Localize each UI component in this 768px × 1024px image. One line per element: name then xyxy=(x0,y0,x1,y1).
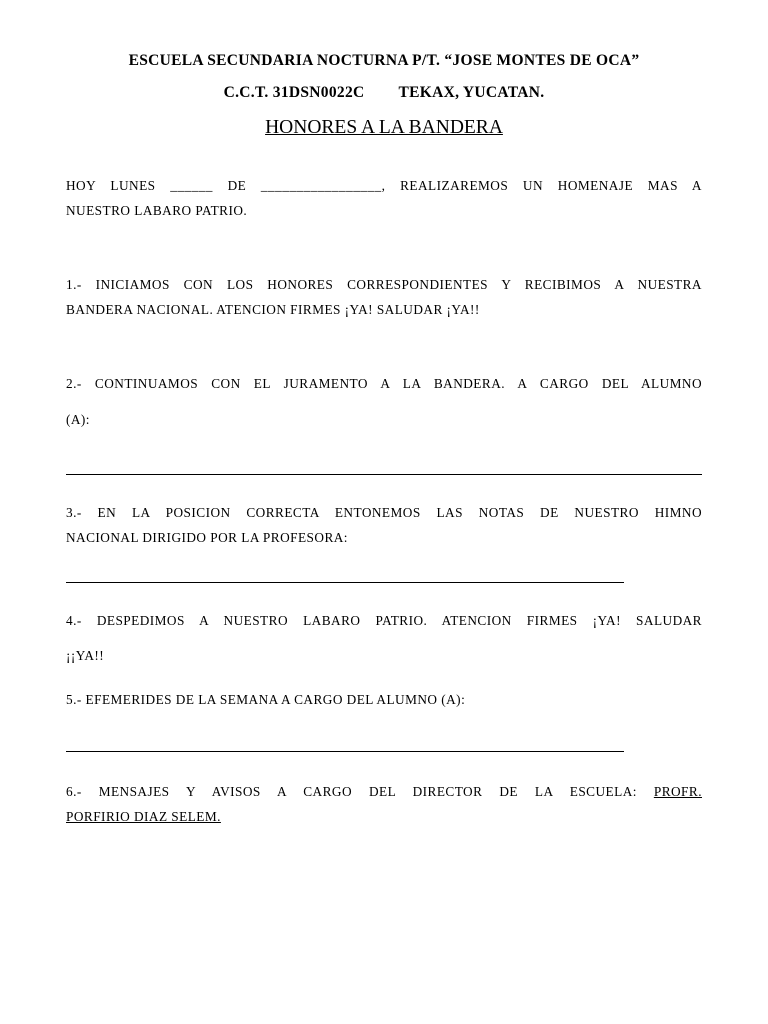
page-title: HONORES A LA BANDERA xyxy=(265,117,503,138)
director-title: PROFR. xyxy=(653,784,702,799)
teacher-name-line xyxy=(66,582,624,583)
item-3-line-1: 3.- EN LA POSICION CORRECTA ENTONEMOS LAS NOTAS DE NUESTRO HIMNO xyxy=(66,505,702,520)
item-4-line-2: ¡¡YA!! xyxy=(66,648,105,663)
item-2-line-1: 2.- CONTINUAMOS CON EL JURAMENTO A LA BANDERA. A CARGO DEL ALUMNO xyxy=(66,376,702,391)
director-name: PORFIRIO DIAZ SELEM. xyxy=(66,809,221,824)
item-4-line-1: 4.- DESPEDIMOS A NUESTRO LABARO PATRIO. ATENCION FIRMES ¡YA! SALUDAR xyxy=(66,613,702,628)
item-2-line-2: (A): xyxy=(66,412,90,427)
school-location: TEKAX, YUCATAN. xyxy=(398,84,545,101)
item-3-line-2: NACIONAL DIRIGIDO POR LA PROFESORA: xyxy=(66,530,348,545)
item-1-line-1: 1.- INICIAMOS CON LOS HONORES CORRESPONDIENTES Y RECIBIMOS A NUESTRA xyxy=(66,277,702,292)
school-name: ESCUELA SECUNDARIA NOCTURNA P/T. “JOSE MONTES DE OCA” xyxy=(128,52,640,69)
item-6-line-2 xyxy=(66,809,702,825)
cct-code: C.C.T. 31DSN0022C xyxy=(223,84,365,101)
item-6-text: 6.- MENSAJES Y AVISOS A CARGO DEL DIRECTOR DE LA ESCUELA: xyxy=(66,784,654,799)
school-info-line xyxy=(0,84,768,102)
item-1-line-2: BANDERA NACIONAL. ATENCION FIRMES ¡YA! SALUDAR ¡YA!! xyxy=(66,302,480,317)
intro-line-2: NUESTRO LABARO PATRIO. xyxy=(66,203,248,218)
student-name-line-ephemerides xyxy=(66,751,624,752)
item-6-line-1 xyxy=(66,784,702,800)
item-5-line-1: 5.- EFEMERIDES DE LA SEMANA A CARGO DEL ALUMNO (A): xyxy=(66,692,466,707)
intro-line-1: HOY LUNES ______ DE _________________, REALIZAREMOS UN HOMENAJE MAS A xyxy=(66,178,702,193)
student-name-line-oath xyxy=(66,474,702,475)
